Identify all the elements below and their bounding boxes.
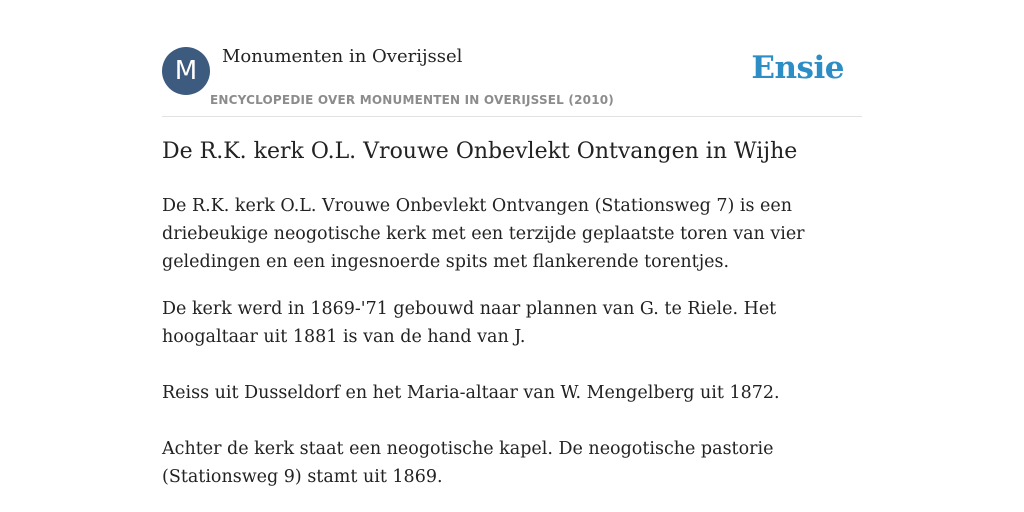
source-subtitle: ENCYCLOPEDIE OVER MONUMENTEN IN OVERIJSSEL (2010): [210, 93, 614, 107]
source-header: [162, 40, 862, 117]
article-paragraph: Achter de kerk staat een neogotische kapel. De neogotische pastorie (Stationsweg 9) stamt uit 1869.: [162, 439, 774, 487]
article-paragraph: De R.K. kerk O.L. Vrouwe Onbevlekt Ontvangen (Stationsweg 7) is een driebeukige neogotische kerk met een terzijde geplaatste toren van vier geledingen en een ingesnoerde spits met flankerende torentjes.: [162, 196, 805, 272]
avatar[interactable]: M: [162, 47, 210, 95]
ensie-logo[interactable]: Ensie: [751, 50, 844, 86]
article-title: De R.K. kerk O.L. Vrouwe Onbevlekt Ontvangen in Wijhe: [162, 139, 798, 164]
article-paragraph: De kerk werd in 1869-'71 gebouwd naar plannen van G. te Riele. Het hoogaltaar uit 1881 is van de hand van J.: [162, 299, 777, 347]
article-body: [162, 192, 862, 510]
source-title-link[interactable]: Monumenten in Overijssel: [222, 46, 463, 67]
article-paragraph: Reiss uit Dusseldorf en het Maria-altaar van W. Mengelberg uit 1872.: [162, 383, 780, 403]
